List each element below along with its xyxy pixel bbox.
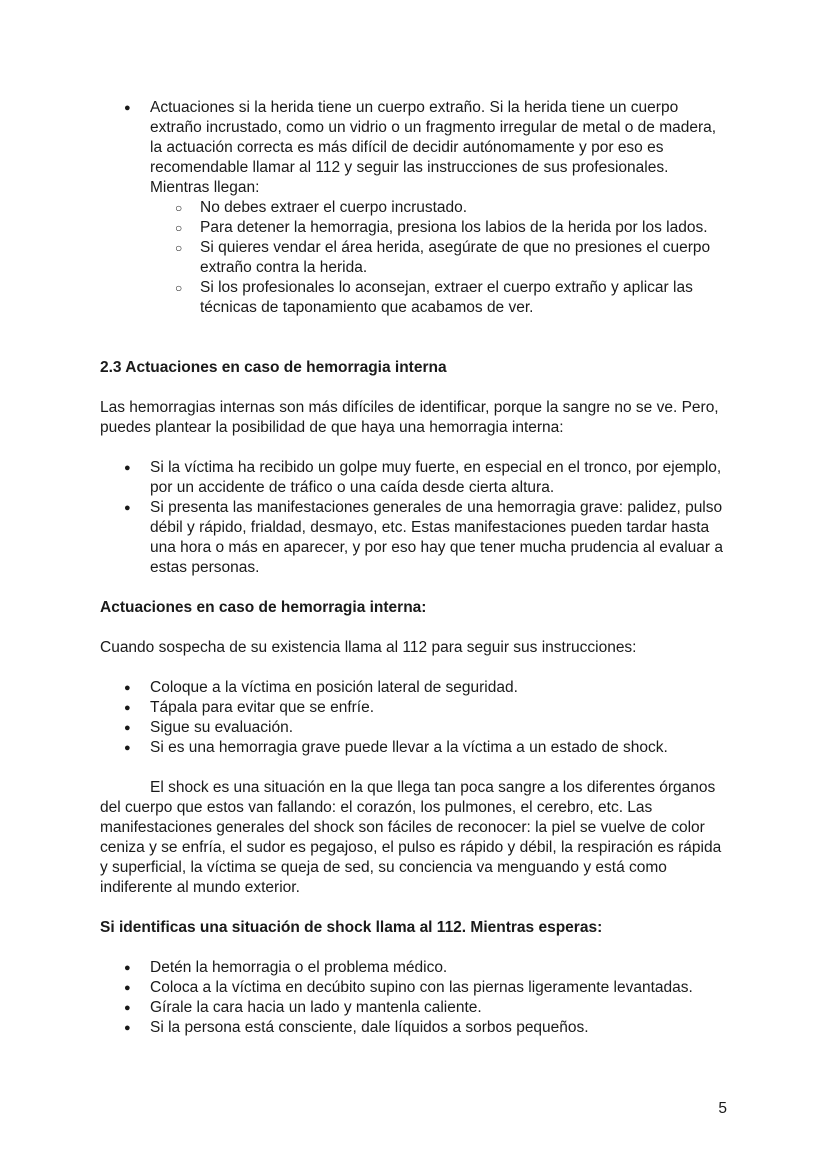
list-item: ○ No debes extraer el cuerpo incrustado.: [200, 198, 732, 218]
list-item: ● Si presenta las manifestaciones generales de una hemorragia grave: palidez, pulso débil y rápido, frialdad, desmayo, etc. Estas manifestaciones pueden tardar hasta una hora o más en aparecer, y por eso hay que tener mucha prudencia al evaluar a estas personas.: [150, 498, 732, 578]
section-heading: 2.3 Actuaciones en caso de hemorragia interna: [100, 359, 447, 376]
shock-heading: Si identificas una situación de shock llama al 112. Mientras esperas:: [100, 919, 603, 936]
list-item: ● Si la víctima ha recibido un golpe muy fuerte, en especial en el tronco, por ejemplo, por un accidente de tráfico o una caída desde cierta altura.: [150, 458, 732, 498]
page-number: 5: [718, 1100, 727, 1117]
intro-paragraph: Las hemorragias internas son más difíciles de identificar, porque la sangre no se ve. Pero, puedes plantear la posibilidad de que haya una hemorragia interna:: [100, 399, 719, 436]
shock-paragraph: El shock es una situación en la que llega tan poca sangre a los diferentes órganos del cuerpo que estos van fallando: el corazón, los pulmones, el cerebro, etc. Las manifestaciones generales del shock son fáciles de reconocer: la piel se vuelve de color ceniza y se enfría, el sudor es pegajoso, el pulso es rápido y débil, la respiración es rápida y superficial, la víctima se queja de sed, su conciencia va menguando y está como indiferente al mundo exterior.: [100, 779, 722, 896]
subheading: Actuaciones en caso de hemorragia interna:: [100, 599, 427, 616]
internal-hemorrhage-signs-list: [100, 458, 732, 578]
list-item: ● Si es una hemorragia grave puede llevar a la víctima a un estado de shock.: [150, 738, 732, 758]
foreign-body-sublist: [150, 198, 732, 318]
internal-hemorrhage-steps-list: [100, 678, 732, 758]
list-item: ● Tápala para evitar que se enfríe.: [150, 698, 732, 718]
list-item: ● Detén la hemorragia o el problema médico.: [150, 958, 732, 978]
list-item: ● Coloca a la víctima en decúbito supino con las piernas ligeramente levantadas.: [150, 978, 732, 998]
list-item: ● Si la persona está consciente, dale líquidos a sorbos pequeños.: [150, 1018, 732, 1038]
list-item: ● Sigue su evaluación.: [150, 718, 732, 738]
document-page: [100, 98, 732, 1038]
list-item: [150, 98, 732, 318]
list-item: ● Coloque a la víctima en posición lateral de seguridad.: [150, 678, 732, 698]
list-item: ○ Para detener la hemorragia, presiona los labios de la herida por los lados.: [200, 218, 732, 238]
list-item: ○ Si quieres vendar el área herida, asegúrate de que no presiones el cuerpo extraño contra la herida.: [200, 238, 732, 278]
list-item: ○ Si los profesionales lo aconsejan, extraer el cuerpo extraño y aplicar las técnicas de taponamiento que acabamos de ver.: [200, 278, 732, 318]
foreign-body-list: [100, 98, 732, 318]
list-item: ● Gírale la cara hacia un lado y mantenla caliente.: [150, 998, 732, 1018]
foreign-body-bullet-text: Actuaciones si la herida tiene un cuerpo extraño. Si la herida tiene un cuerpo extraño incrustado, como un vidrio o un fragmento irregular de metal o de madera, la actuación correcta es más difícil de decidir autónomamente y por eso es recomendable llamar al 112 y seguir las instrucciones de sus profesionales. Mientras llegan:: [150, 99, 717, 196]
instruction-paragraph: Cuando sospecha de su existencia llama al 112 para seguir sus instrucciones:: [100, 639, 637, 656]
shock-steps-list: [100, 958, 732, 1038]
